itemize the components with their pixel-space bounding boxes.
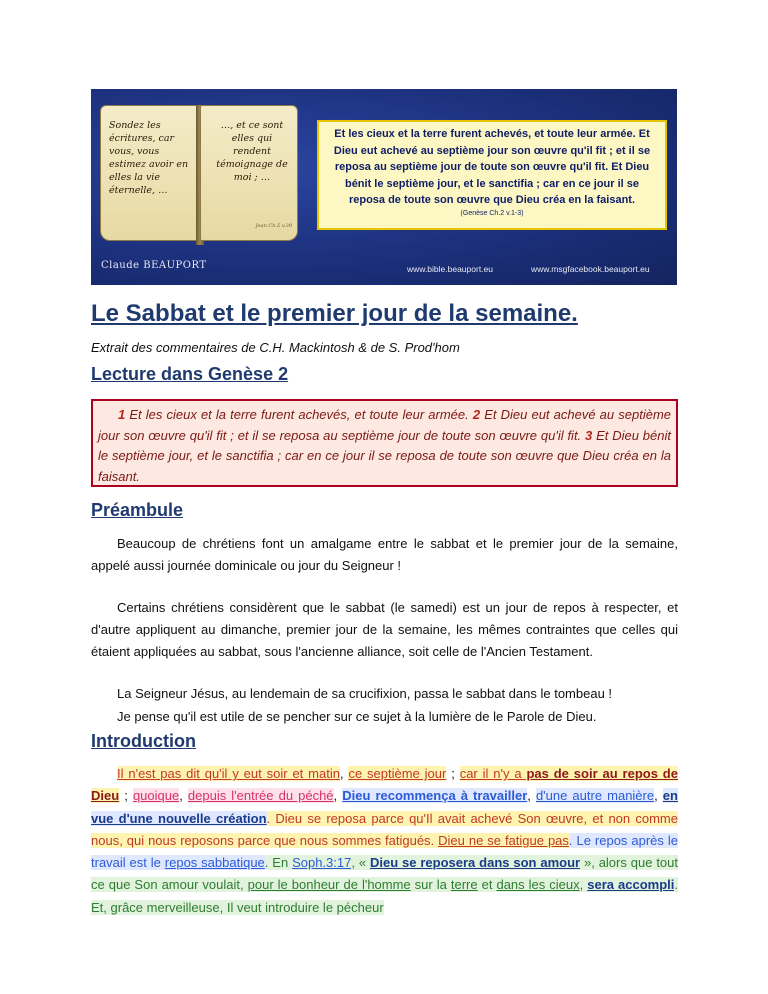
intro-text: et (477, 877, 497, 893)
introduction-paragraph (91, 763, 678, 919)
intro-highlight: car il n'y a (459, 766, 527, 781)
intro-highlight: Dieu se reposera dans son amour (369, 855, 581, 871)
preamble-paragraph-4: Je pense qu'il est utile de se pencher sur ce sujet à la lumière de le Parole de Dieu. (117, 709, 597, 724)
book-left-text: Sondez les écritures, car vous, vous estimez avoir en elles la vie éternelle, … (109, 120, 189, 196)
banner-verse-reference: (Genèse Ch.2 v.1-3) (460, 209, 524, 217)
intro-text: . Dieu se reposa parce qu'Il avait achevé Son œuvre, et non comme nous, qui nous reposons parce que nous sommes fatigués. (91, 810, 678, 848)
document-subtitle: Extrait des commentaires de C.H. Mackintosh & de S. Prod'hom (91, 340, 460, 355)
banner-website-facebook: www.msgfacebook.beauport.eu (531, 264, 650, 274)
intro-text: », alors que tout ce que Son amour voulait, (91, 855, 678, 893)
intro-text: , (333, 788, 343, 804)
intro-text: . Et, grâce merveilleuse, Il veut introduire le pécheur (91, 877, 678, 915)
intro-highlight: sera accompli (587, 877, 675, 893)
intro-text: ; (446, 766, 460, 781)
banner-verse-text: Et les cieux et la terre furent achevés, et toute leur armée. Et Dieu eut achevé au septième jour son œuvre qu'il fit ; et il se reposa au septième jour de toute son œuvre qu'il fit. Et Dieu bénit le septième jour, et le sanctifia ; car en ce jour il se reposa de toute son œuvre que Dieu créa en la faisant. (333, 128, 651, 206)
scripture-quote-box (91, 399, 678, 487)
section-heading-reading: Lecture dans Genèse 2 (91, 364, 289, 384)
intro-highlight: dans les cieux (496, 877, 580, 893)
verse-number-3: 3 (585, 427, 593, 443)
intro-highlight: en vue d'une nouvelle création (91, 788, 678, 826)
intro-highlight: pas de soir au repos de Dieu (91, 766, 678, 804)
banner-author: Claude BEAUPORT (101, 260, 207, 271)
open-book-illustration (100, 105, 300, 247)
intro-highlight: d'une autre manière (535, 788, 655, 804)
intro-highlight: terre (450, 877, 478, 893)
intro-highlight: Il n'est pas dit qu'il y eut soir et matin (117, 766, 340, 781)
verse-2: Et Dieu eut achevé au septième jour son œuvre qu'il fit ; et il se reposa au septième jour de toute son œuvre qu'il fit. (98, 407, 672, 443)
intro-highlight: repos sabbatique (164, 855, 265, 871)
document-title: Le Sabbat et le premier jour de la semaine. (91, 300, 578, 327)
intro-highlight: pour le bonheur de l'homme (247, 877, 411, 893)
intro-text: . Le repos après le travail est le (91, 832, 678, 871)
intro-text: , (579, 877, 588, 893)
verse-number-1: 1 (118, 407, 126, 422)
book-right-text: …, et ce sont elles qui rendent témoignage de moi ; … (216, 120, 288, 183)
preamble-paragraph-1: Beaucoup de chrétiens font un amalgame entre le sabbat et le premier jour de la semaine, appelé aussi journée dominicale ou jour du Seigneur ! (91, 536, 678, 573)
banner-verse-box (317, 120, 667, 230)
section-heading-introduction: Introduction (91, 731, 196, 751)
intro-highlight: ce septième jour (348, 766, 447, 781)
preamble-paragraph-3: La Seigneur Jésus, au lendemain de sa crucifixion, passa le sabbat dans le tombeau ! (117, 686, 613, 701)
verse-1: Et les cieux et la terre furent achevés, et toute leur armée. (125, 407, 473, 422)
verse-3: Et Dieu bénit le septième jour, et le sanctifia ; car en ce jour il se reposa de toute son œuvre que Dieu créa en la faisant. (98, 427, 671, 484)
verse-number-2: 2 (472, 407, 481, 422)
intro-text: sur la (410, 877, 451, 893)
header-banner (91, 89, 677, 285)
intro-text: , (339, 766, 349, 781)
intro-text: , (179, 788, 188, 804)
intro-highlight: quoique (132, 788, 180, 804)
intro-text: , « (351, 855, 370, 871)
intro-text: . En (264, 855, 293, 871)
intro-text: , (654, 788, 663, 804)
banner-website-bible: www.bible.beauport.eu (407, 264, 494, 274)
intro-text: ; (119, 788, 133, 804)
intro-highlight: depuis l'entrée du péché (187, 788, 334, 804)
preamble-paragraph-2: Certains chrétiens considèrent que le sabbat (le samedi) est un jour de repos à respecter, et d'autre appliquent au dimanche, premier jour de la semaine, les mêmes contraintes que celles qui étaient appliquées au sabbat, sous l'ancienne alliance, soit celle de l'Ancien Testament. (91, 600, 678, 659)
intro-highlight: Soph.3:17 (292, 855, 352, 871)
intro-highlight: Dieu ne se fatigue pas (438, 832, 569, 848)
book-reference: Jean Ch.5 v.39 (255, 223, 292, 229)
intro-text: , (527, 788, 536, 804)
section-heading-preamble: Préambule (91, 500, 184, 520)
intro-highlight: Dieu recommença à travailler (342, 788, 528, 804)
